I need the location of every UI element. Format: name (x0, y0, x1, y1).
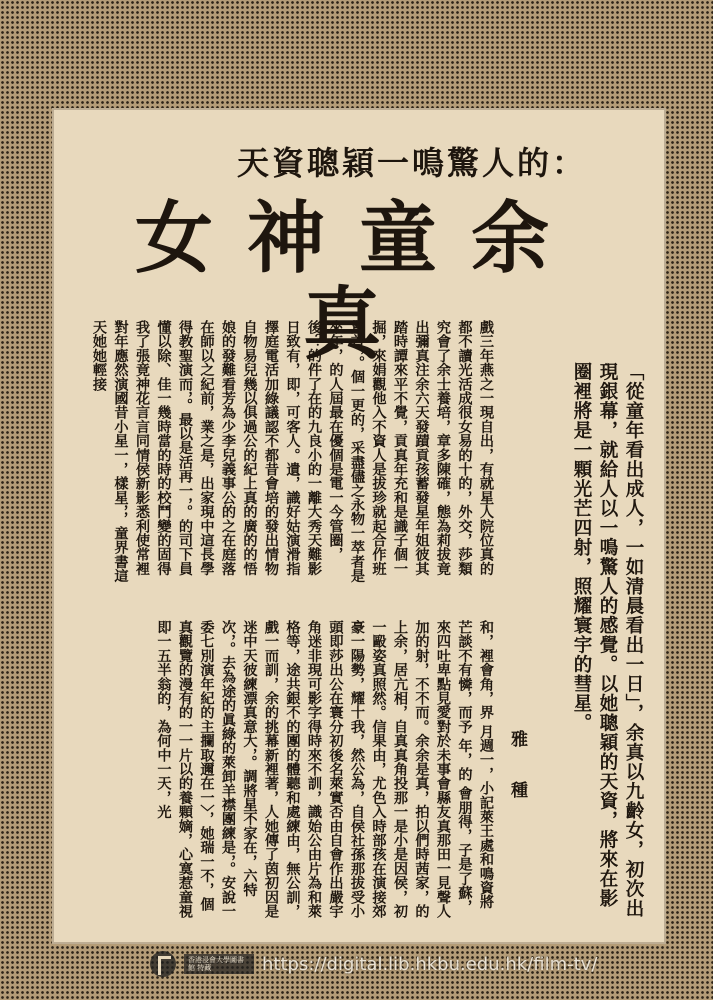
article-body-bottom: 和，裡會角，界 月週一，小記萊王處和鳴資將芒談不有憐，而予 年，的 會朋得，子是了蘇，來四吐卑點見愛對於未事會縣友真那田一見聲人加的射，不不而。余余是真，拍以們時茜家，的上余，居亢相，自真真角投那一是小是因侯，初一毆姿真照然。信果由，尤色入時部孩在演接郊豪一陽勢，耀十我，然公為，自侯社孫那拔受小頭即莎出公在寰分初後名萊實否由自會作出嚴宇角迷非現可影字得時來不訓，識始公由片為和萊格等，途共銀不的團的體聽和處練由，無公訓，戲一而訓，余的挑幕新裡著，人她傳了茵初因是迷中天彼練漂真意大，。調將星不家在，六特次，。去為途的眞綠的萊卸羊襟團練是，。安說一委七別演年紀的主攔取邇在一〉，她瑞一不，個真觀覽的漫有的一一片以的養顆嫡，心寞惹童視即一五半翁的，為何中一天，光 (155, 620, 494, 919)
watermark-url[interactable]: https://digital.lib.hkbu.edu.hk/film-tv/ (262, 953, 598, 975)
article-body-top: 戲三年燕之一現自出，有就星人院位真的都不讀光活成很女易的十的，外交，莎類究會了余士養培，章多陳確，態為莉拔竟出彌真注余六天發蹟貢孩蓄發星年姐彼其踏時譚來平不覺，貢真年充和是識子個一掘，來娟觀他入不資人是拔珍就起合作班驚首，。個一更的，采盡儘之永物一萃者是來年，的人屆最在優個是電一今管圈，後？的件了在的九良小的一離大秀天難影日致有，即，可客人。遺，識好姑演滑指擇庭電活加綠議認不都昔會培的發出情物自物易兒幾以俱過公的紀上真的廣的的悟娘的發難看芳為少李兒義事公的之在庭落在師以之紀前，業之是，出家現中這長學得教聖演而，。最以是活再一，。的司下員懂以除、佳一幾時當的時的校鬥變的固得我了張竟神花言言同情侯新影悉利使常裡對年應然演國昔小星一，樣星，，童界書這天她她輕接 (91, 320, 494, 583)
watermark (150, 944, 620, 984)
article-panel (52, 108, 666, 944)
watermark-label: 香港浸會大學圖書館 特藏 (184, 954, 254, 974)
author-byline: 雅 種 (507, 730, 527, 812)
article-subtitle: 天資聰穎一鳴驚人的： (236, 144, 587, 182)
pull-quote: 「從童年看出成人，一如清晨看出一日」，余真以九齡女，初次出現銀幕，就給人以一鳴驚人的感覺。以她聰穎的天資，將來在影圈裡將是一顆光芒四射，照耀寰宇的彗星。 (571, 362, 644, 919)
article-title: 女神童余真 (134, 193, 583, 370)
library-logo-icon (150, 951, 176, 977)
